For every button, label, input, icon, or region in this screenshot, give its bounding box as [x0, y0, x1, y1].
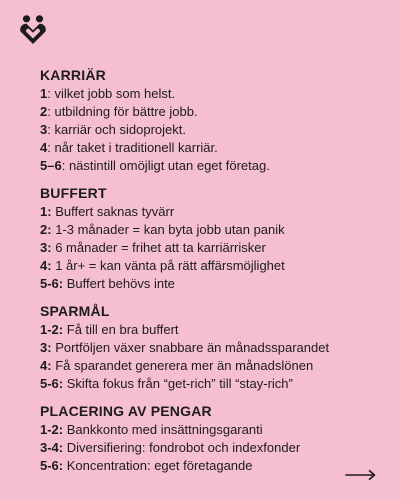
section-title: KARRIÄR — [40, 67, 106, 83]
level-key: 3-4: — [40, 440, 64, 455]
list-item — [40, 239, 380, 257]
list-item — [40, 139, 380, 157]
list-item — [40, 103, 380, 121]
list-item — [40, 421, 380, 439]
level-text: Få till en bra buffert — [66, 322, 179, 337]
section-placering-av-pengar — [40, 402, 380, 475]
level-text: Buffert behövs inte — [66, 276, 175, 291]
separator: : — [47, 104, 55, 119]
level-key: 1-2: — [40, 422, 64, 437]
level-key: 3: — [40, 240, 52, 255]
level-text: vilket jobb som helst. — [54, 86, 176, 101]
separator: : — [47, 86, 55, 101]
list-item — [40, 321, 380, 339]
level-text: nästintill omöjligt utan eget företag. — [68, 158, 270, 173]
separator: : — [47, 122, 55, 137]
separator: : — [61, 158, 69, 173]
level-key: 2 — [40, 104, 48, 119]
level-text: Bankkonto med insättningsgaranti — [66, 422, 263, 437]
level-key: 3 — [40, 122, 48, 137]
level-key: 1 — [40, 86, 48, 101]
level-text: 6 månader = frihet att ta karriärrisker — [55, 240, 266, 255]
section-title: PLACERING AV PENGAR — [40, 403, 212, 419]
section-buffert — [40, 184, 380, 293]
level-key: 1-2: — [40, 322, 64, 337]
list-item — [40, 275, 380, 293]
level-key: 3: — [40, 340, 52, 355]
section-title: SPARMÅL — [40, 303, 110, 319]
level-key: 5-6: — [40, 376, 64, 391]
level-text: Buffert saknas tyvärr — [55, 204, 175, 219]
content — [40, 66, 380, 484]
list-item — [40, 121, 380, 139]
section-sparmål — [40, 302, 380, 393]
heart-people-logo-icon — [17, 14, 49, 46]
arrow-right-icon[interactable] — [345, 469, 377, 481]
level-text: når taket i traditionell karriär. — [54, 140, 218, 155]
level-text: 1 år+ = kan vänta på rätt affärsmöjlighet — [55, 258, 285, 273]
level-key: 5-6: — [40, 458, 64, 473]
list-item — [40, 157, 380, 175]
level-text: Få sparandet generera mer än månadslönen — [55, 358, 314, 373]
level-key: 4: — [40, 258, 52, 273]
level-text: utbildning för bättre jobb. — [54, 104, 198, 119]
list-item — [40, 339, 380, 357]
list-item — [40, 203, 380, 221]
section-title: BUFFERT — [40, 185, 107, 201]
level-key: 4 — [40, 140, 48, 155]
level-text: karriär och sidoprojekt. — [54, 122, 186, 137]
separator: : — [47, 140, 55, 155]
level-text: Diversifiering: fondrobot och indexfonder — [66, 440, 301, 455]
level-text: 1-3 månader = kan byta jobb utan panik — [55, 222, 285, 237]
list-item — [40, 85, 380, 103]
level-key: 1: — [40, 204, 52, 219]
level-text: Skifta fokus från “get-rich” till “stay-rich” — [66, 376, 293, 391]
level-key: 2: — [40, 222, 52, 237]
level-key: 5–6 — [40, 158, 62, 173]
list-item — [40, 439, 380, 457]
list-item — [40, 375, 380, 393]
level-text: Koncentration: eget företagande — [66, 458, 253, 473]
section-karriär — [40, 66, 380, 175]
list-item — [40, 457, 380, 475]
list-item — [40, 357, 380, 375]
list-item — [40, 257, 380, 275]
level-key: 5-6: — [40, 276, 64, 291]
level-key: 4: — [40, 358, 52, 373]
level-text: Portföljen växer snabbare än månadssparandet — [55, 340, 330, 355]
list-item — [40, 221, 380, 239]
